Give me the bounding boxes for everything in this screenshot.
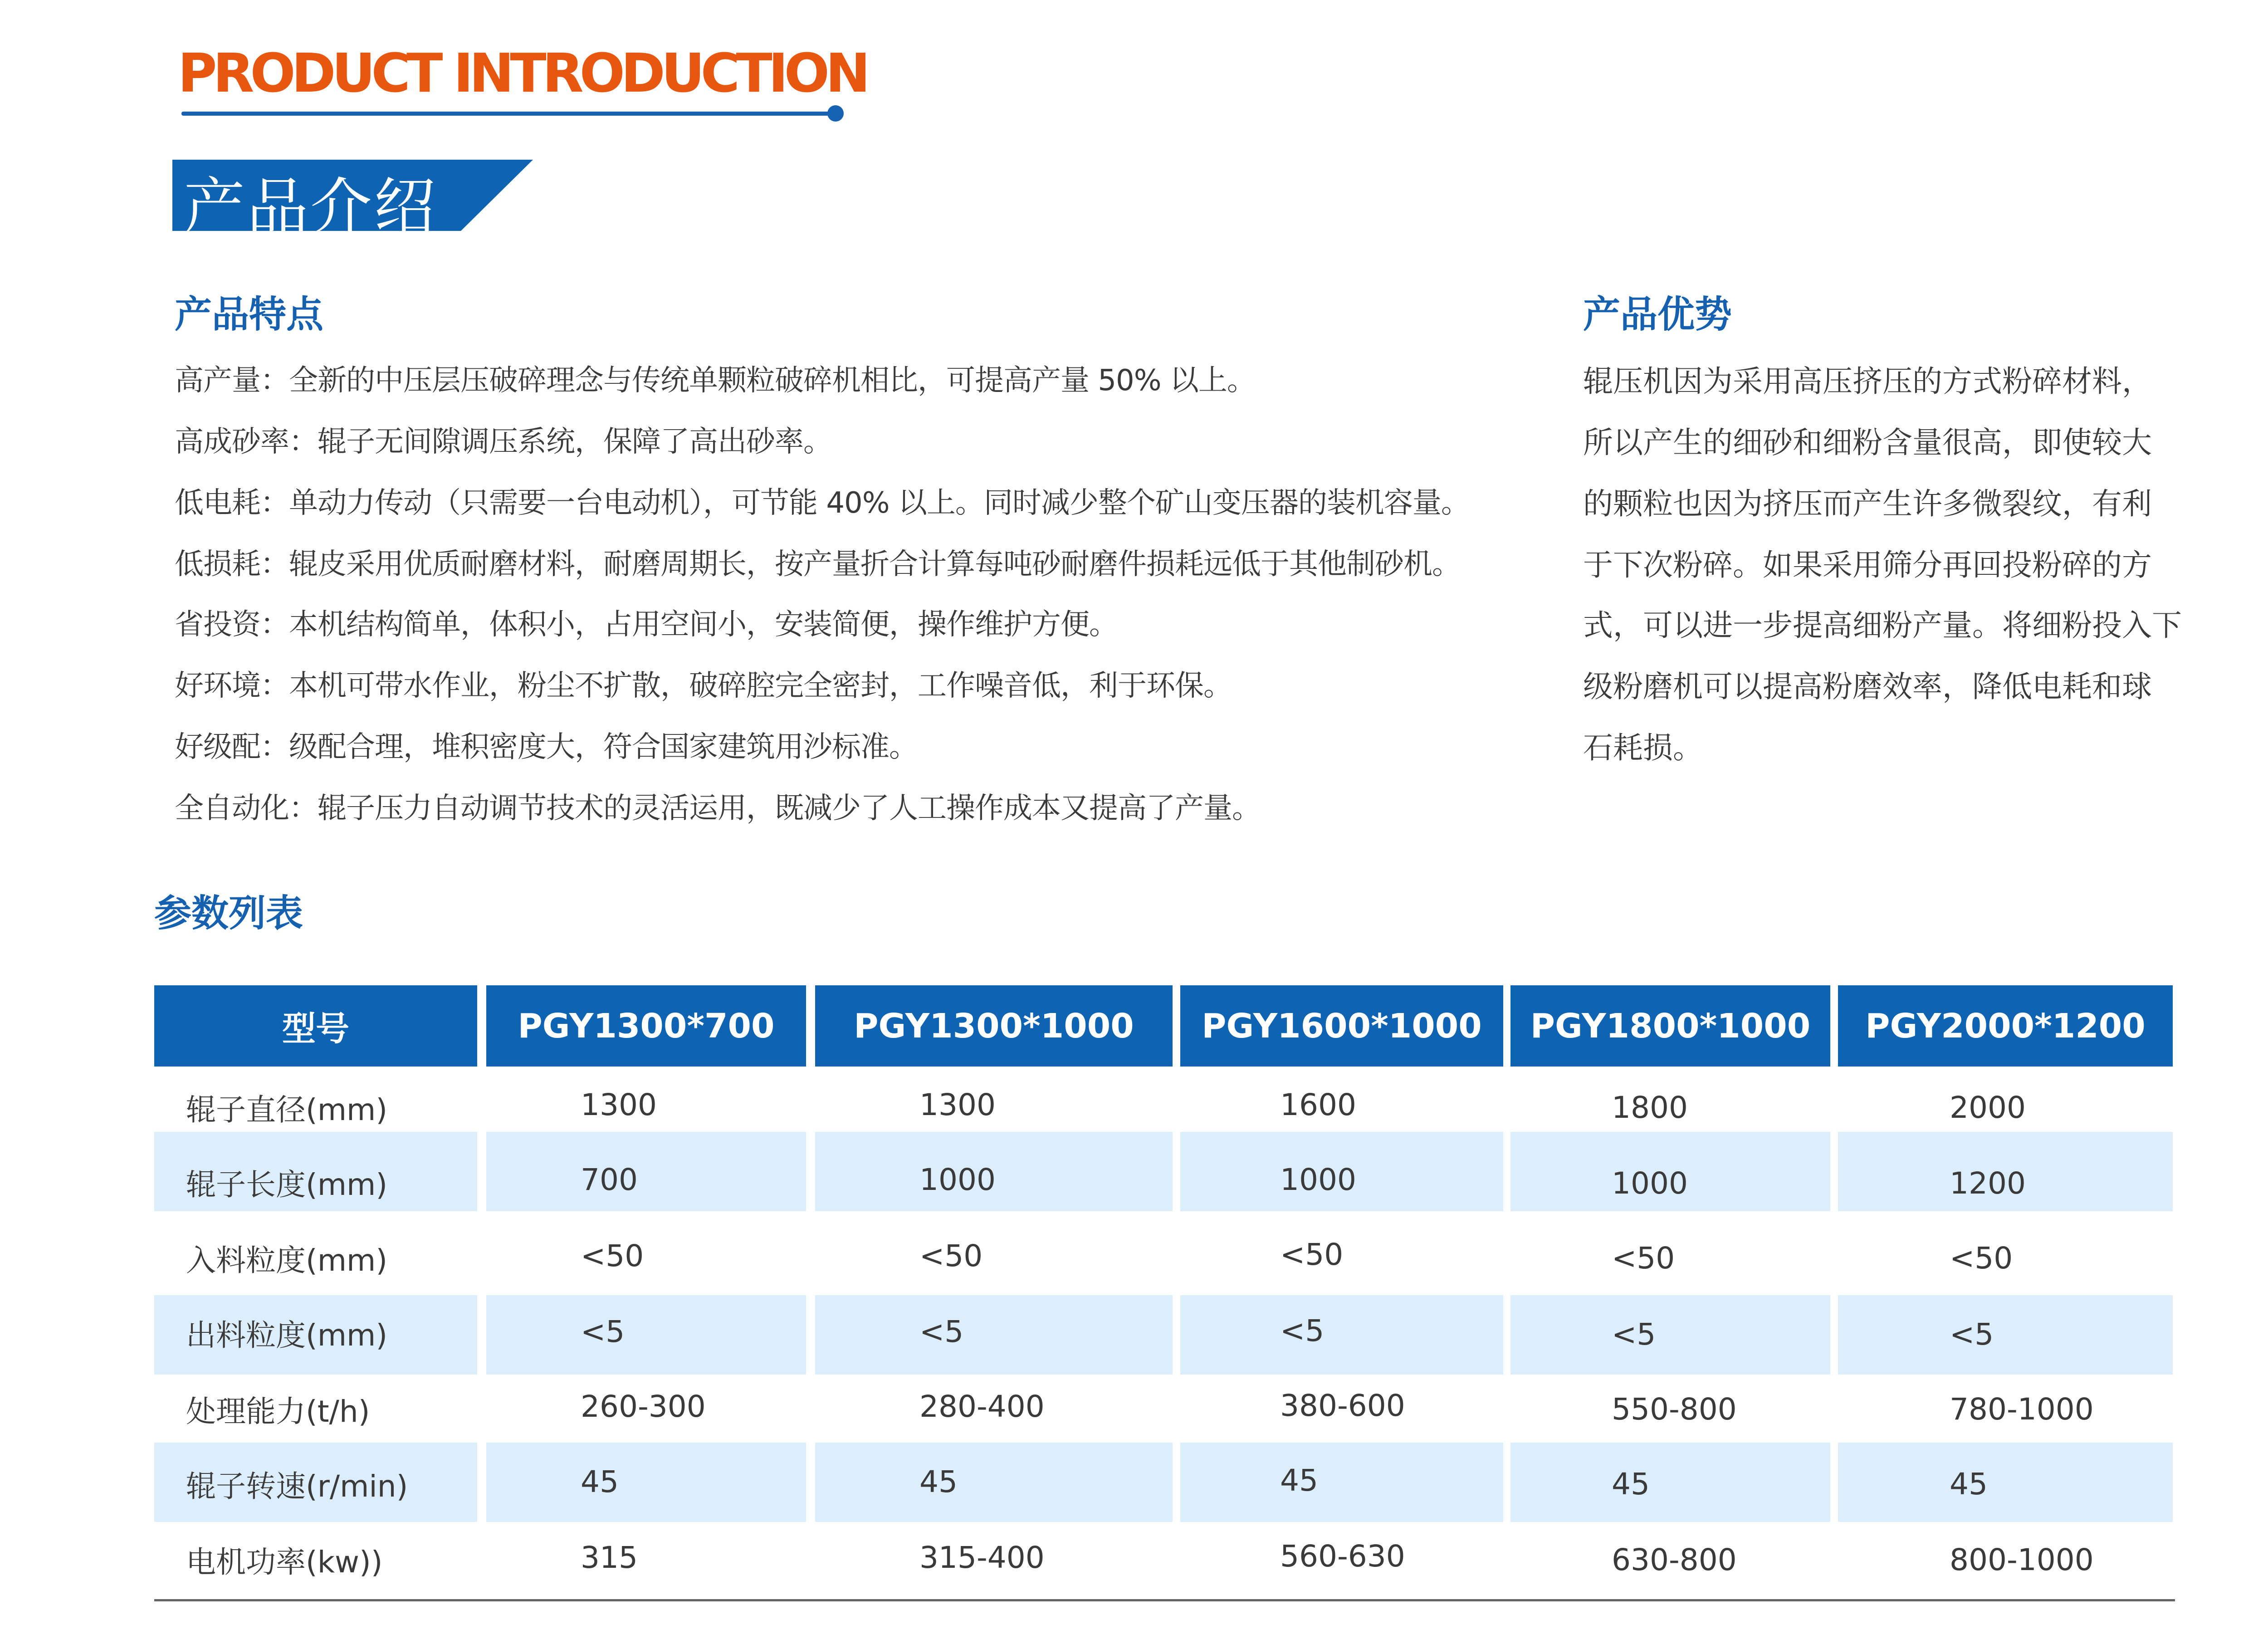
table-cell: <50 <box>919 1238 983 1273</box>
table-header-cell: 型号 <box>154 985 477 1067</box>
advantage-line: 级粉磨机可以提高粉磨效率，降低电耗和球 <box>1583 669 2152 704</box>
feature-item: 低电耗：单动力传动（只需要一台电动机），可节能 40% 以上。同时减少整个矿山变压器的装机容量。 <box>175 486 1470 520</box>
table-header-cell: PGY2000*1200 <box>1838 985 2173 1067</box>
title-underline-dot <box>827 105 844 122</box>
features-heading: 产品特点 <box>175 293 324 336</box>
advantage-line: 的颗粒也因为挤压而产生许多微裂纹，有利 <box>1583 486 2152 521</box>
feature-item: 好环境：本机可带水作业，粉尘不扩散，破碎腔完全密封，工作噪音低，利于环保。 <box>175 669 1232 703</box>
table-cell: 1000 <box>919 1162 996 1197</box>
table-cell: 800-1000 <box>1950 1542 2094 1577</box>
title-cn: 产品介绍 <box>183 171 437 243</box>
table-cell: 45 <box>919 1464 958 1499</box>
table-cell: 1300 <box>581 1087 657 1122</box>
table-cell: <50 <box>581 1238 644 1273</box>
title-underline <box>181 112 839 116</box>
table-cell: 315 <box>581 1540 638 1575</box>
table-cell: 315-400 <box>919 1540 1045 1575</box>
feature-item: 好级配：级配合理，堆积密度大，符合国家建筑用沙标准。 <box>175 730 918 764</box>
feature-item: 低损耗：辊皮采用优质耐磨材料，耐磨周期长，按产量折合计算每吨砂耐磨件损耗远低于其他制砂机。 <box>175 548 1461 581</box>
row-band <box>1838 1443 2173 1522</box>
table-cell: 45 <box>1950 1467 1988 1502</box>
table-cell: 380-600 <box>1280 1388 1405 1423</box>
row-label: 辊子转速(r/min) <box>186 1469 408 1504</box>
row-band <box>1180 1295 1503 1375</box>
row-label: 处理能力(t/h) <box>186 1394 370 1429</box>
table-cell: 560-630 <box>1280 1539 1405 1574</box>
params-heading: 参数列表 <box>154 892 303 935</box>
table-header-cell: PGY1300*1000 <box>815 985 1173 1067</box>
row-band <box>486 1132 806 1211</box>
row-label: 辊子直径(mm) <box>186 1092 388 1127</box>
table-cell: <5 <box>1950 1317 1994 1352</box>
table-cell: <5 <box>1280 1313 1325 1348</box>
table-cell: 45 <box>581 1464 619 1499</box>
table-header-cell: PGY1800*1000 <box>1510 985 1830 1067</box>
row-band <box>486 1295 806 1375</box>
row-band <box>1510 1443 1830 1522</box>
table-cell: 1000 <box>1280 1162 1356 1197</box>
table-cell: 45 <box>1612 1467 1650 1502</box>
row-label: 辊子长度(mm) <box>186 1167 388 1202</box>
row-band <box>815 1295 1173 1375</box>
table-cell: 630-800 <box>1612 1542 1737 1577</box>
advantage-line: 石耗损。 <box>1583 730 1703 765</box>
row-band <box>486 1443 806 1522</box>
table-cell: 1300 <box>919 1087 996 1122</box>
row-label: 入料粒度(mm) <box>186 1243 388 1278</box>
table-cell: <5 <box>1612 1317 1656 1352</box>
feature-item: 全自动化：辊子压力自动调节技术的灵活运用，既减少了人工操作成本又提高了产量。 <box>175 792 1261 825</box>
table-header-cell: PGY1600*1000 <box>1180 985 1503 1067</box>
advantage-line: 式，可以进一步提高细粉产量。将细粉投入下 <box>1583 608 2182 643</box>
table-cell: 1200 <box>1950 1166 2026 1201</box>
table-cell: 260-300 <box>581 1389 706 1424</box>
row-band <box>1838 1295 2173 1375</box>
feature-item: 省投资：本机结构简单，体积小，占用空间小，安装简便，操作维护方便。 <box>175 608 1118 641</box>
table-cell: 1800 <box>1612 1090 1688 1125</box>
title-en: PRODUCT INTRODUCTION <box>178 42 866 104</box>
table-cell: 45 <box>1280 1463 1318 1498</box>
table-cell: <5 <box>919 1314 964 1349</box>
row-label: 电机功率(kw)) <box>186 1545 383 1580</box>
table-bottom-rule <box>154 1599 2175 1601</box>
row-band <box>815 1443 1173 1522</box>
table-cell: 1600 <box>1280 1087 1356 1122</box>
table-cell: <50 <box>1612 1241 1675 1276</box>
advantages-heading: 产品优势 <box>1583 293 1732 336</box>
feature-item: 高产量：全新的中压层压破碎理念与传统单颗粒破碎机相比，可提高产量 50% 以上。 <box>175 364 1256 397</box>
table-cell: 2000 <box>1950 1090 2026 1125</box>
table-cell: <50 <box>1280 1237 1344 1272</box>
row-band <box>1510 1295 1830 1375</box>
advantage-line: 所以产生的细砂和细粉含量很高，即使较大 <box>1583 425 2152 460</box>
table-cell: 280-400 <box>919 1389 1045 1424</box>
advantage-line: 辊压机因为采用高压挤压的方式粉碎材料， <box>1583 364 2152 399</box>
table-cell: 780-1000 <box>1950 1392 2094 1427</box>
row-band <box>1180 1443 1503 1522</box>
table-cell: 700 <box>581 1162 638 1197</box>
table-cell: <5 <box>581 1314 625 1349</box>
feature-item: 高成砂率：辊子无间隙调压系统，保障了高出砂率。 <box>175 425 832 459</box>
table-cell: 550-800 <box>1612 1392 1737 1427</box>
table-cell: 1000 <box>1612 1166 1688 1201</box>
table-header-cell: PGY1300*700 <box>486 985 806 1067</box>
advantage-line: 于下次粉碎。如果采用筛分再回投粉碎的方 <box>1583 548 2152 582</box>
table-cell: <50 <box>1950 1241 2013 1276</box>
row-label: 出料粒度(mm) <box>186 1318 388 1353</box>
